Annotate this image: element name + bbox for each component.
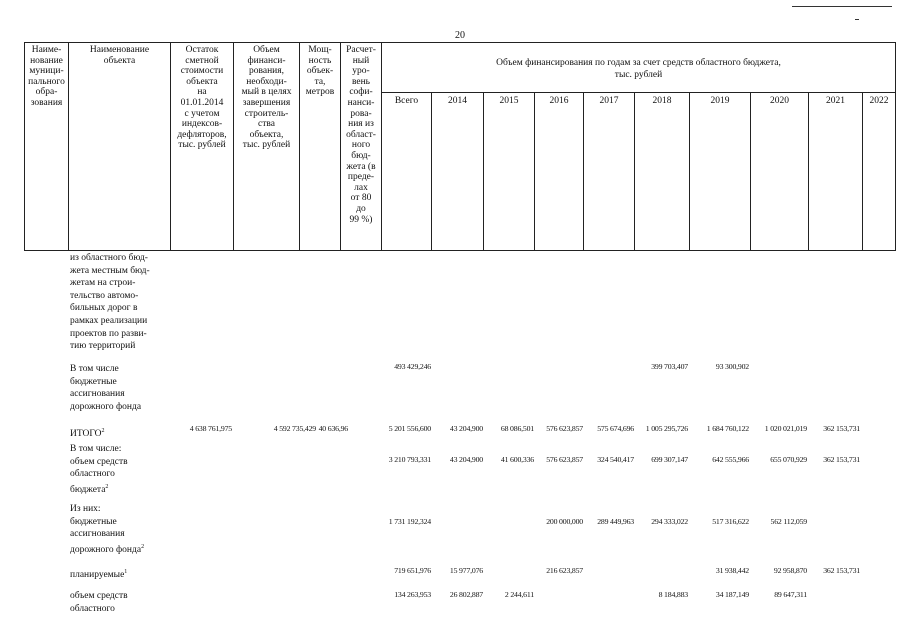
cell-value: 655 070,929 bbox=[770, 455, 807, 464]
row-label: Из них: бюджетные ассигнования дорожного фонда$^2$ bbox=[70, 504, 145, 555]
cell-value: 1 684 760,122 bbox=[706, 424, 749, 433]
cell-value: 4 638 761,975 bbox=[189, 424, 232, 433]
intro-text: из областного бюд- жета местным бюд- жетам на строи- тельство автомо- бильных дорог в рамках реализации проектов по разви- тию территорий bbox=[70, 253, 150, 352]
cell-value: 43 204,900 bbox=[449, 424, 483, 433]
cell-value: 699 307,147 bbox=[651, 455, 688, 464]
cell-value: 134 263,953 bbox=[394, 590, 431, 599]
col-level: Расчет- ный уро- вень софи- нанси- рова- ния из област- ного бюд- жета (в преде- лах от 80 до 99 %) bbox=[346, 45, 376, 225]
cell-value: 576 623,857 bbox=[546, 424, 583, 433]
row-label: планируемые$^1$ bbox=[70, 569, 128, 581]
cell-value: 93 300,902 bbox=[715, 362, 749, 371]
cell-value: 200 000,000 bbox=[546, 517, 583, 526]
col-year: 2015 bbox=[499, 96, 519, 106]
cell-value: 562 112,059 bbox=[770, 517, 807, 526]
cell-value: 40 636,96 bbox=[318, 424, 348, 433]
col-year: Всего bbox=[394, 96, 419, 106]
col-year: 2020 bbox=[770, 96, 789, 106]
cell-value: 4 592 735,429 bbox=[273, 424, 316, 433]
cell-value: 719 651,976 bbox=[394, 566, 431, 575]
cell-value: 5 201 556,600 bbox=[388, 424, 431, 433]
row-label: В том числе: объем средств областного бюджета$^2$ bbox=[70, 444, 128, 495]
col-object: Наименование объекта bbox=[89, 45, 150, 66]
cell-value: 2 244,611 bbox=[504, 590, 534, 599]
cell-value: 362 153,731 bbox=[823, 566, 860, 575]
cell-value: 493 429,246 bbox=[394, 362, 431, 371]
row-label: ИТОГО$^2$ bbox=[70, 428, 105, 440]
cell-value: 576 623,857 bbox=[546, 455, 583, 464]
col-municipality: Наиме- нование муници- пального обра- зования bbox=[28, 45, 65, 108]
cell-value: 68 086,501 bbox=[500, 424, 534, 433]
cell-value: 41 600,336 bbox=[500, 455, 534, 464]
col-year: 2019 bbox=[710, 96, 730, 106]
table-header bbox=[24, 42, 896, 251]
col-year: 2017 bbox=[599, 96, 619, 106]
corner-mark bbox=[855, 19, 859, 20]
table-rule bbox=[381, 92, 896, 93]
cell-value: 34 187,149 bbox=[715, 590, 749, 599]
cell-value: 1 020 021,019 bbox=[764, 424, 807, 433]
col-capacity: Мощ- ность объек- та, метров bbox=[305, 45, 335, 98]
row-label: объем средств областного bbox=[70, 591, 128, 614]
cell-value: 43 204,900 bbox=[449, 455, 483, 464]
cell-value: 8 184,883 bbox=[658, 590, 688, 599]
cell-value: 289 449,963 bbox=[597, 517, 634, 526]
cell-value: 575 674,696 bbox=[597, 424, 634, 433]
cell-value: 216 623,857 bbox=[546, 566, 583, 575]
corner-mark bbox=[792, 6, 892, 7]
col-year: 2022 bbox=[869, 96, 889, 106]
cell-value: 517 316,622 bbox=[712, 517, 749, 526]
col-year: 2016 bbox=[549, 96, 569, 106]
col-volume: Объем финанси- рования, необходи- мый в целях завершения строитель- ства объекта, тыс. рублей bbox=[241, 45, 292, 151]
cell-value: 3 210 793,331 bbox=[388, 455, 431, 464]
cell-value: 362 153,731 bbox=[823, 424, 860, 433]
row-label: В том числе бюджетные ассигнования дорожного фонда bbox=[70, 364, 142, 412]
page-number: 20 bbox=[455, 30, 465, 41]
cell-value: 324 540,417 bbox=[597, 455, 634, 464]
col-funding-title: Объем финансирования по годам за счет средств областного бюджета, тыс. рублей bbox=[496, 58, 781, 80]
col-residual: Остаток сметной стоимости объекта на 01.01.2014 с учетом индексов- дефляторов, тыс. рублей bbox=[177, 45, 227, 151]
col-year: 2014 bbox=[448, 96, 467, 106]
cell-value: 15 977,076 bbox=[449, 566, 483, 575]
col-year: 2018 bbox=[652, 96, 672, 106]
col-year: 2021 bbox=[826, 96, 845, 106]
cell-value: 31 938,442 bbox=[715, 566, 749, 575]
table-rule bbox=[24, 250, 896, 251]
cell-value: 399 703,407 bbox=[651, 362, 688, 371]
cell-value: 1 005 295,726 bbox=[645, 424, 688, 433]
cell-value: 294 333,022 bbox=[651, 517, 688, 526]
table-rule bbox=[24, 42, 896, 43]
cell-value: 362 153,731 bbox=[823, 455, 860, 464]
cell-value: 89 647,311 bbox=[774, 590, 807, 599]
cell-value: 26 802,887 bbox=[449, 590, 483, 599]
cell-value: 1 731 192,324 bbox=[388, 517, 431, 526]
cell-value: 642 555,966 bbox=[712, 455, 749, 464]
cell-value: 92 958,870 bbox=[773, 566, 807, 575]
